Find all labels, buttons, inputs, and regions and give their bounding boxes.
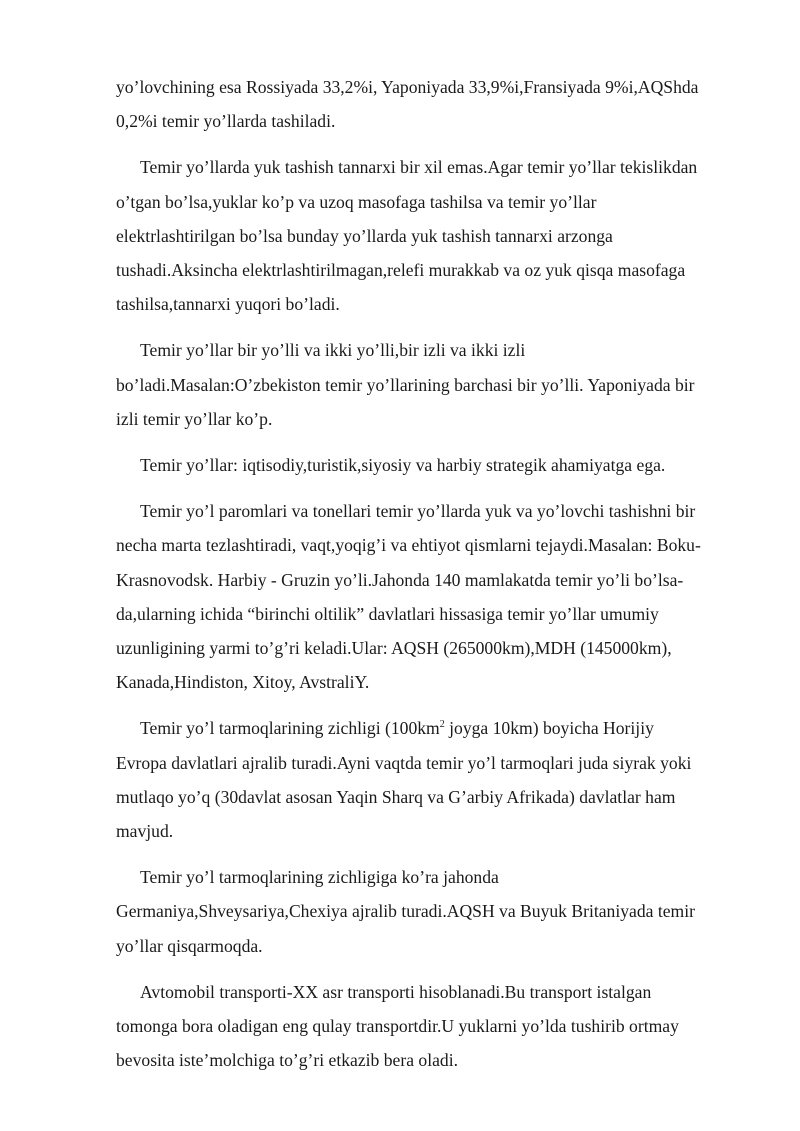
text-line: tushadi.Aksincha elektrlashtirilmagan,relefi murakkab va oz yuk qisqa masofaga [116, 260, 686, 281]
text-line: elektrlashtirilgan bo’lsa bunday yo’llarda yuk tashish tannarxi arzonga [116, 225, 613, 246]
text-line: necha marta tezlashtiradi, vaqt,yoqig’i va ehtiyot qismlarni tejaydi.Masalan: Boku- [116, 535, 701, 556]
text-line: bevosita iste’molchiga to’g’ri etkazib bera oladi. [116, 1050, 458, 1071]
text-line [116, 711, 746, 745]
text-fragment: Temir yo’l tarmoqlarining zichligi (100km [140, 718, 440, 739]
text-line: Germaniya,Shveysariya,Chexiya ajralib turadi.AQSH va Buyuk Britaniyada temir [116, 901, 695, 922]
text-line: Temir yo’llar: iqtisodiy,turistik,siyosiy va harbiy strategik ahamiyatga ega. [140, 455, 666, 476]
text-line: yo’lovchining esa Rossiyada 33,2%i, Yaponiyada 33,9%i,Fransiyada 9%i,AQShda [116, 77, 699, 97]
text-line: tashilsa,tannarxi yuqori bo’ladi. [116, 294, 340, 315]
text-line: Temir yo’l tarmoqlarining zichligiga ko’ra jahonda [140, 867, 499, 888]
text-line: tomonga bora oladigan eng qulay transportdir.U yuklarni yo’lda tushirib ortmay [116, 1016, 679, 1037]
paragraph-8 [116, 975, 746, 1078]
paragraph-4 [116, 448, 746, 482]
paragraph-7 [116, 860, 746, 963]
text-line: Temir yo’l paromlari va tonellari temir yo’llarda yuk va yo’lovchi tashishni bir [140, 501, 696, 522]
paragraph-2 [116, 150, 746, 321]
text-line: mutlaqo yo’q (30davlat asosan Yaqin Sharq va G’arbiy Afrikada) davlatlar ham [116, 786, 676, 807]
text-fragment: joyga 10km) boyicha Horijiy [444, 718, 654, 739]
text-line: Temir yo’llar bir yo’lli va ikki yo’lli,bir izli va ikki izli [140, 340, 526, 361]
text-line: mavjud. [116, 821, 174, 842]
text-line: uzunligining yarmi to’g’ri keladi.Ular: AQSH (265000km),MDH (145000km), [116, 638, 672, 659]
text-line: izli temir yo’llar ko’p. [116, 408, 273, 429]
text-line: yo’llar qisqarmoqda. [116, 935, 263, 956]
paragraph-6 [116, 711, 746, 848]
superscript: 2 [439, 719, 445, 731]
text-line: Avtomobil transporti-XX asr transporti hisoblanadi.Bu transport istalgan [140, 981, 652, 1002]
text-line: Kanada,Hindiston, Xitoy, AvstraliY. [116, 672, 370, 693]
text-line: Evropa davlatlari ajralib turadi.Ayni vaqtda temir yo’l tarmoqlari juda siyrak yoki [116, 752, 692, 773]
paragraph-5 [116, 494, 746, 699]
paragraph-1 [116, 70, 746, 138]
text-line: Temir yo’llarda yuk tashish tannarxi bir xil emas.Agar temir yo’llar tekislikdan [140, 157, 698, 178]
document-page [116, 70, 746, 1089]
text-line: 0,2%i temir yo’llarda tashiladi. [116, 111, 336, 132]
text-line: Krasnovodsk. Harbiy - Gruzin yo’li.Jahonda 140 mamlakatda temir yo’li bo’lsa- [116, 569, 684, 590]
text-line: da,ularning ichida “birinchi oltilik” davlatlari hissasiga temir yo’llar umumiy [116, 603, 659, 624]
text-line: bo’ladi.Masalan:O’zbekiston temir yo’llarining barchasi bir yo’lli. Yaponiyada bir [116, 374, 695, 395]
text-line: o’tgan bo’lsa,yuklar ko’p va uzoq masofaga tashilsa va temir yo’llar [116, 191, 597, 212]
paragraph-3 [116, 333, 746, 436]
